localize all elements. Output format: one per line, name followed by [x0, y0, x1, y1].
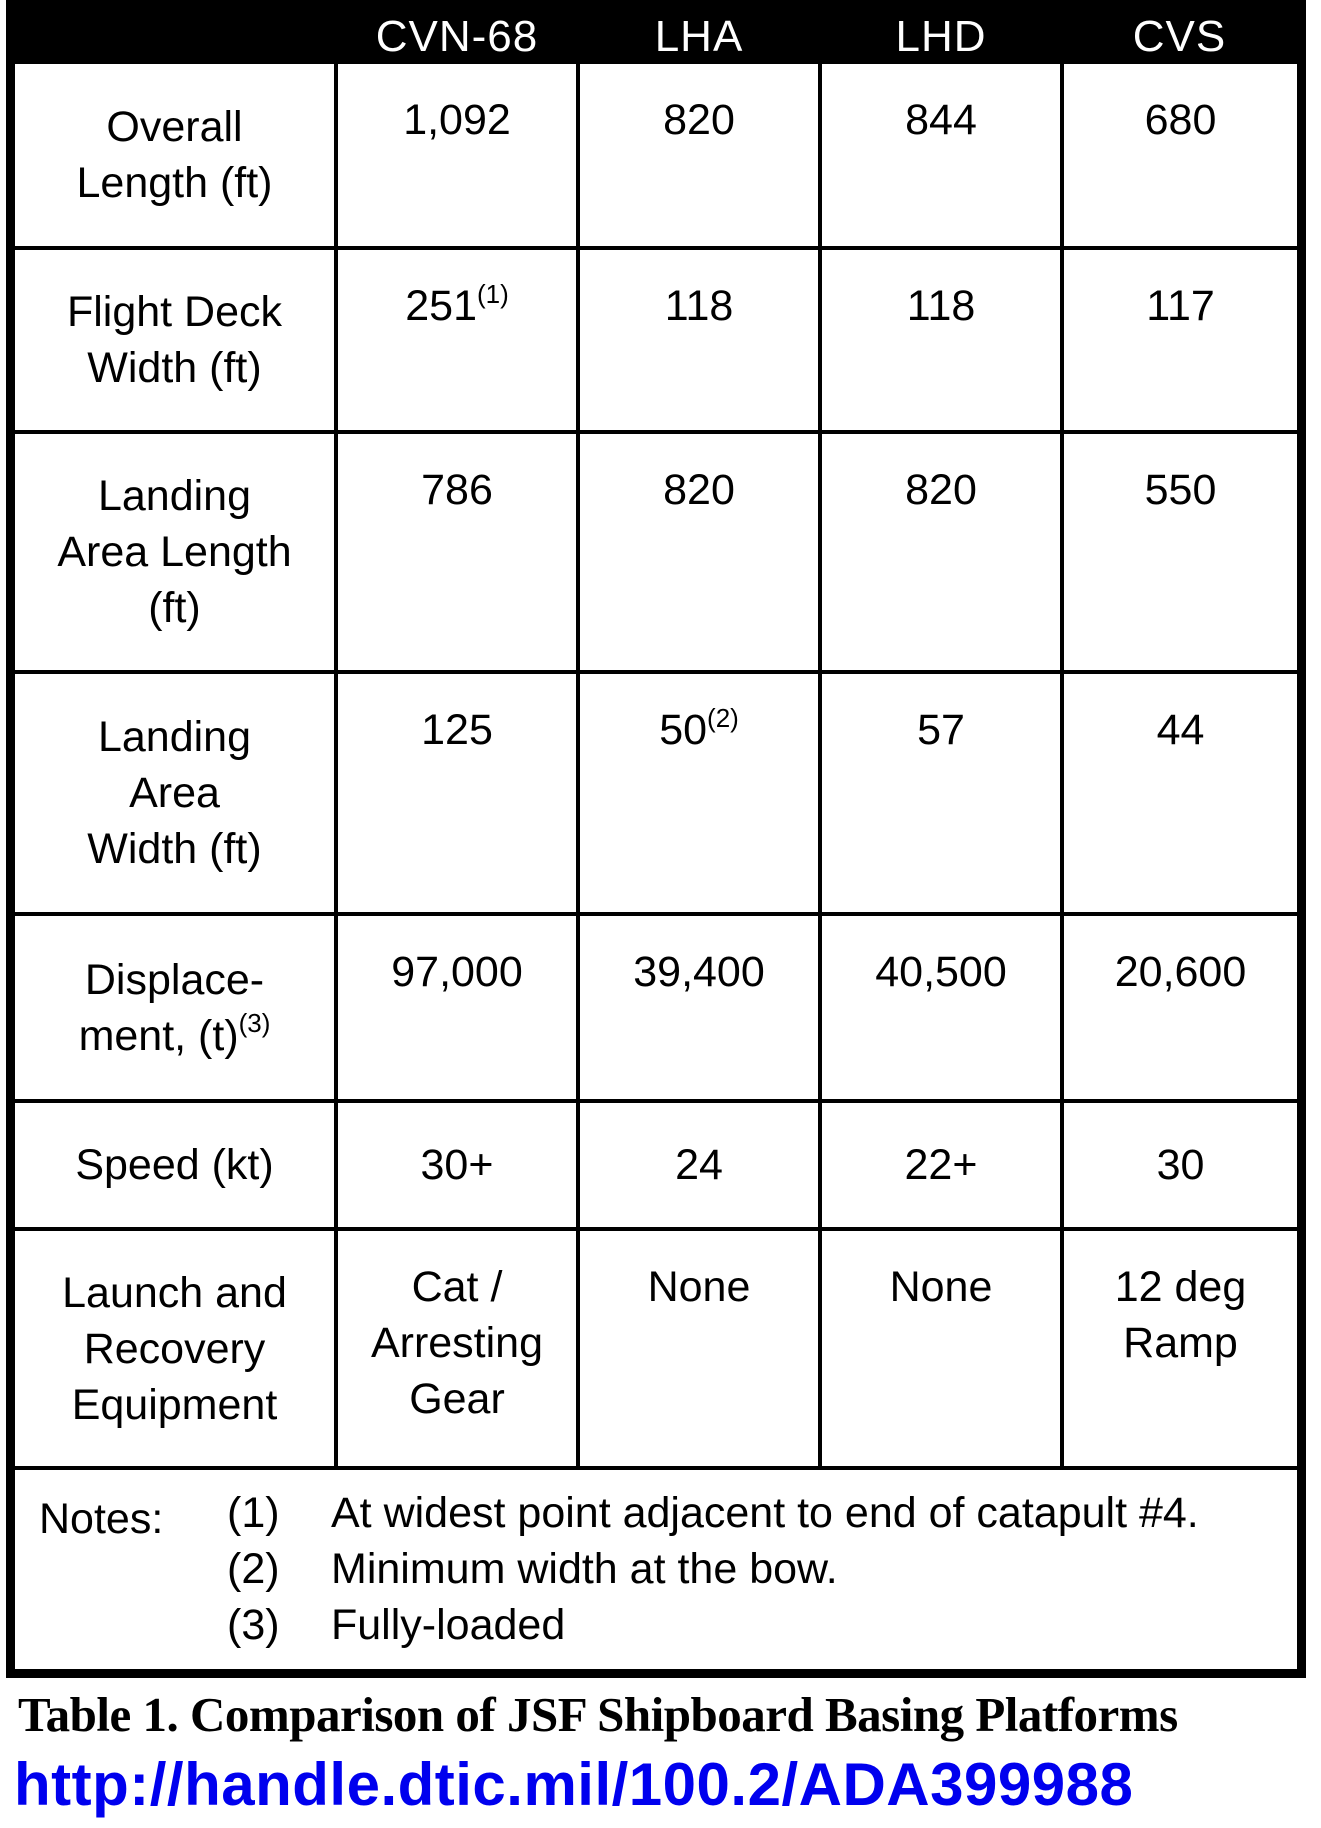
notes-section [15, 1457, 1297, 1669]
row-label [15, 914, 336, 1101]
cell-value [336, 248, 578, 432]
table-row [15, 432, 1297, 672]
cell-value: 40,500 [820, 914, 1062, 1101]
row-label: Landing Area Length (ft) [15, 432, 336, 672]
notes-label: Notes: [39, 1495, 164, 1543]
cell-value: 550 [1062, 432, 1297, 672]
footnote-marker: (3) [238, 1008, 271, 1039]
cell-value: 57 [820, 672, 1062, 914]
header-lha: LHA [578, 9, 820, 64]
row-label: Flight Deck Width (ft) [15, 248, 336, 432]
cell-value: 125 [336, 672, 578, 914]
table-row [15, 672, 1297, 914]
cell-value: 680 [1062, 64, 1297, 248]
header-row [15, 9, 1297, 64]
note-item [15, 1485, 1297, 1541]
cell-value: 97,000 [336, 914, 578, 1101]
cell-value: 30+ [336, 1101, 578, 1229]
note-text: At widest point adjacent to end of catapult #4. [331, 1489, 1199, 1537]
footnote-marker: (1) [476, 278, 509, 309]
header-cvn-68: CVN-68 [336, 9, 578, 64]
comparison-table [15, 9, 1297, 1470]
cell-value: 39,400 [578, 914, 820, 1101]
table-row [15, 914, 1297, 1101]
cell-value: 30 [1062, 1101, 1297, 1229]
cell-value: Cat / Arresting Gear [336, 1229, 578, 1468]
note-text: Fully-loaded [331, 1601, 566, 1649]
footnote-marker: (2) [707, 702, 739, 733]
header-corner [15, 9, 336, 64]
note-item [15, 1597, 1297, 1653]
header-cvs: CVS [1062, 9, 1297, 64]
cell-value: 844 [820, 64, 1062, 248]
cell-value: 12 deg Ramp [1062, 1229, 1297, 1468]
cell-value: 820 [578, 432, 820, 672]
table-row [15, 248, 1297, 432]
cell-value: None [820, 1229, 1062, 1468]
table-row [15, 1229, 1297, 1468]
row-label: Launch and Recovery Equipment [15, 1229, 336, 1468]
cell-value: 786 [336, 432, 578, 672]
note-number: (1) [227, 1489, 280, 1537]
cell-value: 820 [578, 64, 820, 248]
note-text: Minimum width at the bow. [331, 1545, 838, 1593]
cell-value: 118 [820, 248, 1062, 432]
source-link[interactable]: http://handle.dtic.mil/100.2/ADA399988 [14, 1751, 1134, 1818]
cell-value: 820 [820, 432, 1062, 672]
row-label: Overall Length (ft) [15, 64, 336, 248]
table-row [15, 64, 1297, 248]
cell-value: 118 [578, 248, 820, 432]
table-row [15, 1101, 1297, 1229]
row-label: Landing Area Width (ft) [15, 672, 336, 914]
note-number: (2) [227, 1545, 280, 1593]
cell-value: 20,600 [1062, 914, 1297, 1101]
table-caption: Table 1. Comparison of JSF Shipboard Basing Platforms [18, 1687, 1178, 1742]
cell-text: 50 [659, 706, 708, 754]
cell-value: None [578, 1229, 820, 1468]
cell-value: 44 [1062, 672, 1297, 914]
note-item [15, 1541, 1297, 1597]
cell-value: 22+ [820, 1101, 1062, 1229]
cell-value: 117 [1062, 248, 1297, 432]
header-lhd: LHD [820, 9, 1062, 64]
cell-text: 251 [405, 282, 477, 330]
note-number: (3) [227, 1601, 280, 1649]
cell-value: 24 [578, 1101, 820, 1229]
cell-value: 1,092 [336, 64, 578, 248]
row-label: Speed (kt) [15, 1101, 336, 1229]
row-label-text: Displace- ment, (t) [78, 955, 265, 1060]
comparison-table-frame [6, 0, 1306, 1678]
cell-value [578, 672, 820, 914]
